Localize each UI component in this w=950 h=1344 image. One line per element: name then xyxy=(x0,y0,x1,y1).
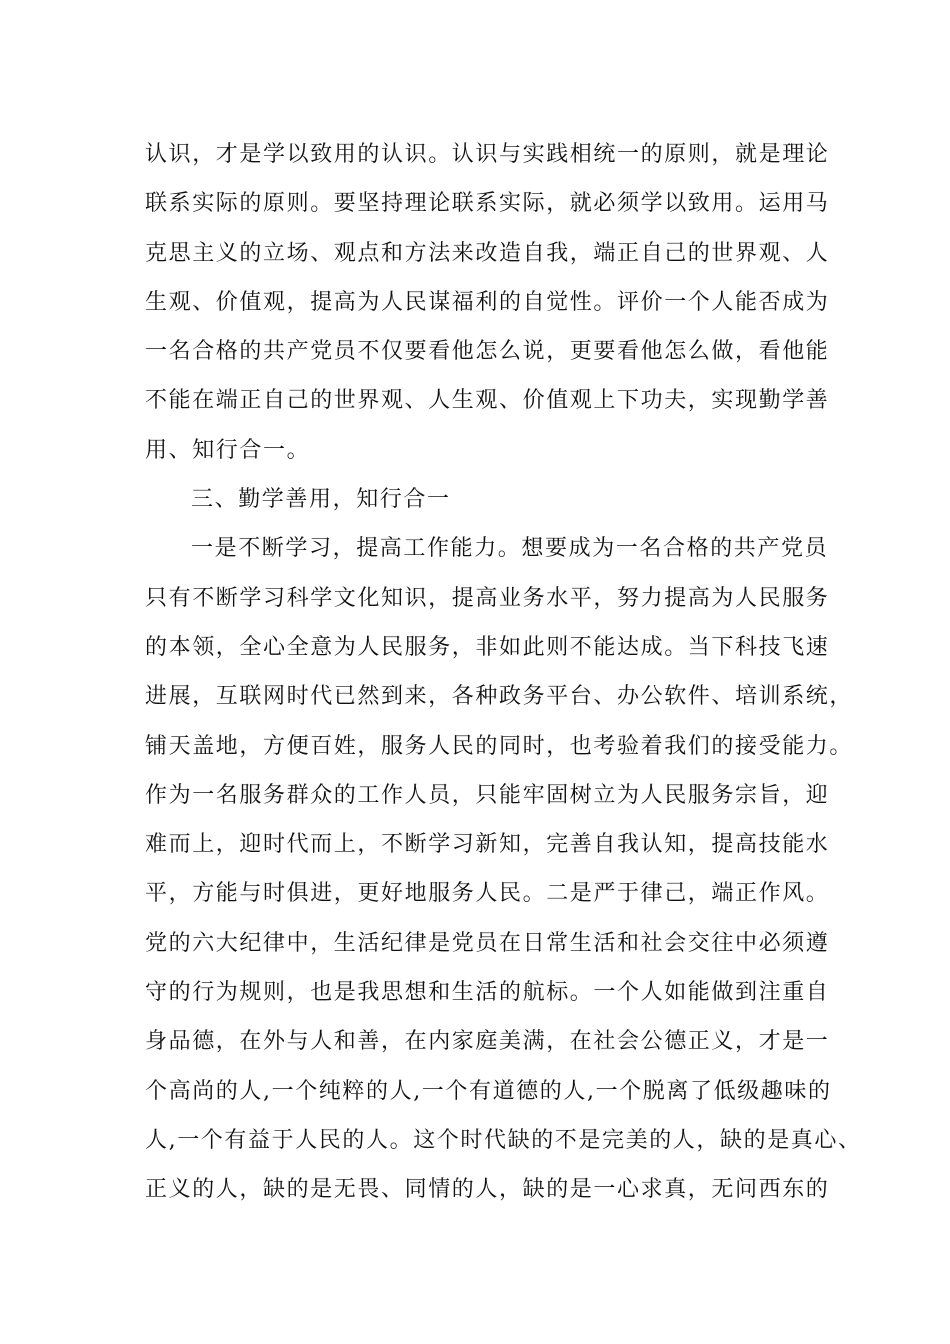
section-heading: 三、勤学善用，知行合一 xyxy=(191,487,451,513)
text-line: 个高尚的人,一个纯粹的人,一个有道德的人,一个脱离了低级趣味的 xyxy=(145,1078,832,1104)
text-line: 守的行为规则，也是我思想和生活的航标。一个人如能做到注重自 xyxy=(145,980,830,1006)
text-line: 用、知行合一。 xyxy=(145,437,311,463)
text-line: 平，方能与时俱进，更好地服务人民。二是严于律己，端正作风。 xyxy=(145,881,830,907)
text-line: 不能在端正自己的世界观、人生观、价值观上下功夫，实现勤学善 xyxy=(145,388,830,414)
text-line: 人,一个有益于人民的人。这个时代缺的不是完美的人，缺的是真心、 xyxy=(145,1127,862,1153)
text-line: 生观、价值观，提高为人民谋福利的自觉性。评价一个人能否成为 xyxy=(145,289,830,315)
text-line: 身品德，在外与人和善，在内家庭美满，在社会公德正义，才是一 xyxy=(145,1029,830,1055)
text-line: 作为一名服务群众的工作人员，只能牢固树立为人民服务宗旨，迎 xyxy=(145,782,830,808)
text-line: 难而上，迎时代而上，不断学习新知，完善自我认知，提高技能水 xyxy=(145,832,830,858)
text-line: 的本领，全心全意为人民服务，非如此则不能达成。当下科技飞速 xyxy=(145,634,830,660)
text-line: 认识，才是学以致用的认识。认识与实践相统一的原则，就是理论 xyxy=(145,142,830,167)
text-line: 联系实际的原则。要坚持理论联系实际，就必须学以致用。运用马 xyxy=(145,191,830,217)
text-line: 党的六大纪律中，生活纪律是党员在日常生活和社会交往中必须遵 xyxy=(145,930,830,956)
text-line: 只有不断学习科学文化知识，提高业务水平，努力提高为人民服务 xyxy=(145,585,830,611)
paragraph-first-line: 一是不断学习，提高工作能力。想要成为一名合格的共产党员 xyxy=(191,536,829,562)
text-line: 铺天盖地，方便百姓，服务人民的同时，也考验着我们的接受能力。 xyxy=(145,733,854,759)
text-line: 正义的人，缺的是无畏、同情的人，缺的是一心求真，无问西东的 xyxy=(145,1177,830,1203)
text-line: 一名合格的共产党员不仅要看他怎么说，更要看他怎么做，看他能 xyxy=(145,339,830,365)
text-line: 进展，互联网时代已然到来，各种政务平台、办公软件、培训系统， xyxy=(145,684,854,710)
text-line: 克思主义的立场、观点和方法来改造自我，端正自己的世界观、人 xyxy=(145,240,830,266)
body-text xyxy=(145,130,862,1215)
